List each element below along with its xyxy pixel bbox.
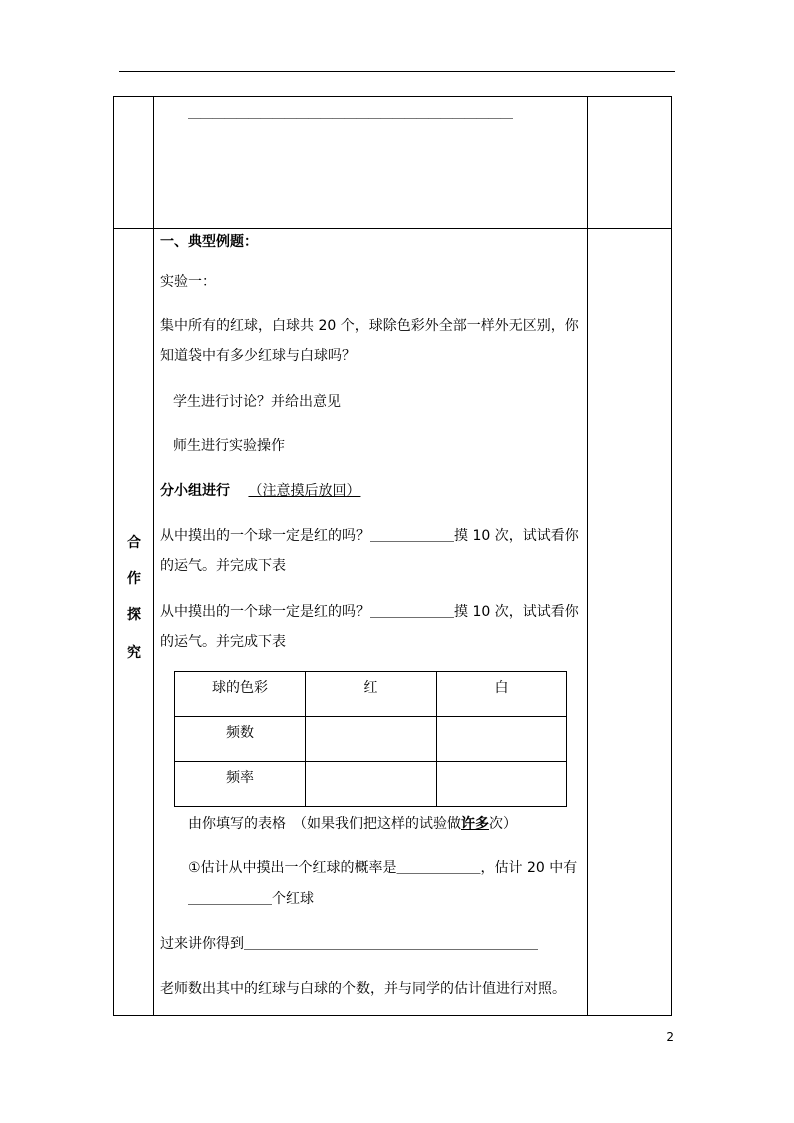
experiment-label: 实验一：: [160, 274, 216, 290]
header-rule: [119, 71, 675, 72]
table-row-rate-label: 频率: [226, 770, 254, 786]
estimate-line2: ＿＿＿＿＿＿个红球: [188, 891, 314, 907]
table-header-color: 球的色彩: [212, 680, 268, 696]
table-row-divider: [175, 716, 566, 717]
record-table: [174, 671, 567, 807]
question2-line2: 的运气。并完成下表: [160, 634, 286, 650]
table-header-white: 白: [494, 680, 509, 696]
page-number: 2: [666, 1030, 674, 1044]
side-label-char: 探: [127, 607, 141, 623]
discussion-text: 学生进行讨论？并给出意见: [173, 394, 341, 410]
operation-text: 师生进行实验操作: [173, 438, 285, 454]
side-label-char: 合: [127, 535, 141, 551]
section-heading: 一、典型例题：: [160, 234, 258, 250]
question1-line1: 从中摸出的一个球一定是红的吗？＿＿＿＿＿＿摸 10 次，试试看你: [160, 528, 579, 544]
side-label-char: 作: [127, 571, 141, 587]
group-label: 分小组进行: [160, 483, 230, 499]
table-row-frequency-label: 频数: [226, 725, 254, 741]
estimate-line1: ①估计从中摸出一个红球的概率是＿＿＿＿＿＿，估计 20 中有: [188, 860, 578, 876]
fill-note-suffix: 次）: [489, 816, 517, 832]
side-label-char: 究: [127, 645, 141, 661]
intro-text-line1: 集中所有的红球，白球共 20 个，球除色彩外全部一样外无区别，你: [160, 318, 579, 334]
fill-note-prefix: 由你填写的表格 （如果我们把这样的试验做: [188, 816, 461, 832]
teacher-text: 老师数出其中的红球与白球的个数，并与同学的估计值进行对照。: [160, 981, 566, 997]
fill-note-emphasis: 许多: [461, 816, 489, 832]
answer-line: ＿＿＿＿＿＿＿＿＿＿＿＿＿＿＿＿＿＿＿＿＿＿＿＿＿＿＿: [188, 106, 513, 121]
table-header-red: 红: [363, 680, 378, 696]
row-divider: [114, 228, 671, 229]
table-row-divider: [175, 761, 566, 762]
group-note: （注意摸后放回）: [248, 483, 361, 499]
question1-line2: 的运气。并完成下表: [160, 558, 286, 574]
question2-line1: 从中摸出的一个球一定是红的吗？＿＿＿＿＿＿摸 10 次，试试看你: [160, 604, 579, 620]
fill-note: [188, 814, 517, 834]
conclusion-line: 过来讲你得到＿＿＿＿＿＿＿＿＿＿＿＿＿＿＿＿＿＿＿＿＿: [160, 936, 538, 952]
intro-text-line2: 知道袋中有多少红球与白球吗？: [160, 348, 356, 364]
column-divider-right: [587, 97, 588, 1015]
group-line: [160, 481, 360, 501]
column-divider-left: [153, 97, 154, 1015]
